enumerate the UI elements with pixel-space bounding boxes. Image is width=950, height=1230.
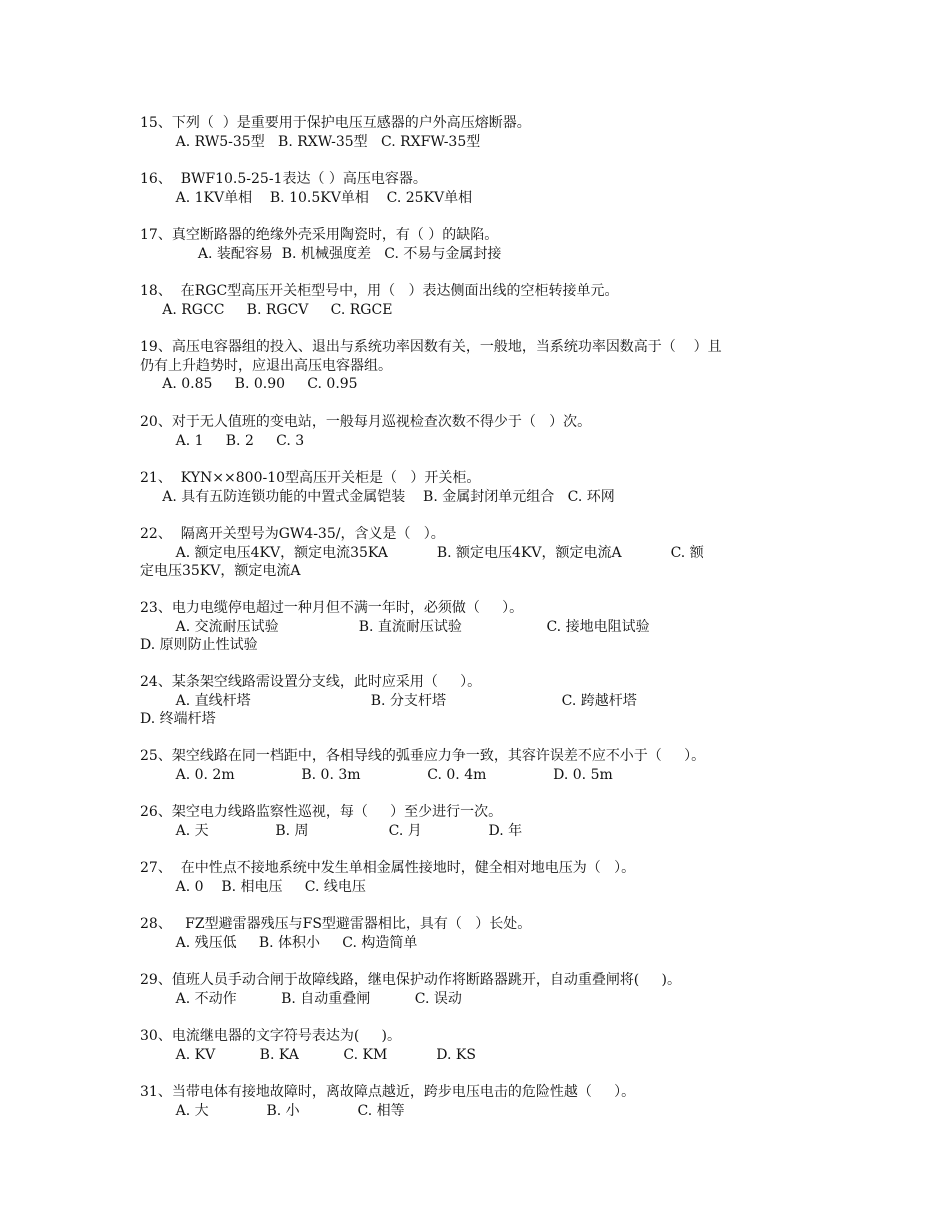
question-options: A. 额定电压4KV，额定电流35KA B. 额定电压4KV，额定电流A C. 额	[140, 544, 704, 561]
question-options: A. 残压低 B. 体积小 C. 构造简单	[140, 934, 418, 951]
question-31	[140, 1083, 812, 1120]
question-21	[140, 469, 812, 506]
question-18	[140, 282, 812, 319]
question-options: A. 0.85 B. 0.90 C. 0.95	[140, 376, 358, 393]
question-20	[140, 413, 812, 450]
question-options: A. 不动作 B. 自动重叠闸 C. 误动	[140, 990, 462, 1007]
question-stem: 24、某条架空线路需设置分支线，此时应采用（ ）。	[140, 674, 482, 690]
question-stem: 23、电力电缆停电超过一种月但不满一年时，必须做（ ）。	[140, 600, 524, 616]
question-options: A. 大 B. 小 C. 相等	[140, 1102, 405, 1119]
question-options: A. 1 B. 2 C. 3	[140, 432, 305, 449]
question-26	[140, 803, 812, 840]
question-27	[140, 859, 812, 896]
question-stem: 31、当带电体有接地故障时，离故障点越近，跨步电压电击的危险性越（ ）。	[140, 1084, 636, 1100]
question-stem: 28、 FZ型避雷器残压与FS型避雷器相比，具有（ ）长处。	[140, 916, 532, 932]
question-16	[140, 170, 812, 207]
question-stem: 21、 KYN××800-10型高压开关柜是（ ）开关柜。	[140, 470, 481, 486]
question-24	[140, 673, 812, 729]
question-options: A. 1KV单相 B. 10.5KV单相 C. 25KV单相	[140, 189, 473, 206]
question-options: A. 0 B. 相电压 C. 线电压	[140, 878, 366, 895]
question-options: A. 具有五防连锁功能的中置式金属铠装 B. 金属封闭单元组合 C. 环网	[140, 488, 615, 505]
question-options-continuation: 定电压35KV，额定电流A	[140, 563, 301, 580]
question-options: A. 装配容易 B. 机械强度差 C. 不易与金属封接	[140, 245, 502, 262]
question-29	[140, 971, 812, 1008]
question-options: A. 0. 2m B. 0. 3m C. 0. 4m D. 0. 5m	[140, 766, 613, 783]
question-options: A. RW5-35型 B. RXW-35型 C. RXFW-35型	[140, 133, 481, 150]
question-stem: 19、高压电容器组的投入、退出与系统功率因数有关，一般地，当系统功率因数高于（ ）且	[140, 339, 722, 355]
question-22	[140, 525, 812, 581]
question-stem: 20、对于无人值班的变电站，一般每月巡视检查次数不得少于（ ）次。	[140, 414, 592, 430]
question-options-continuation: D. 原则防止性试验	[140, 637, 258, 654]
question-stem: 29、值班人员手动合闸于故障线路，继电保护动作将断路器跳开，自动重叠闸将( )。	[140, 972, 681, 988]
question-15	[140, 114, 812, 151]
question-stem: 30、电流继电器的文字符号表达为( )。	[140, 1028, 401, 1044]
question-30	[140, 1027, 812, 1064]
question-stem: 18、 在RGC型高压开关柜型号中，用（ ）表达侧面出线的空柜转接单元。	[140, 283, 619, 299]
question-options: A. KV B. KA C. KM D. KS	[140, 1046, 476, 1063]
question-23	[140, 599, 812, 655]
question-options: A. 天 B. 周 C. 月 D. 年	[140, 822, 523, 839]
question-stem: 15、下列（ ）是重要用于保护电压互感器的户外高压熔断器。	[140, 115, 531, 131]
question-stem: 22、 隔离开关型号为GW4-35/，含义是（ ）。	[140, 526, 445, 542]
question-19	[140, 338, 812, 394]
question-28	[140, 915, 812, 952]
question-stem-continuation: 仍有上升趋势时，应退出高压电容器组。	[140, 357, 392, 374]
question-options-continuation: D. 终端杆塔	[140, 711, 216, 728]
question-stem: 25、架空线路在同一档距中，各相导线的弧垂应力争一致，其容许误差不应不小于（ ）。	[140, 748, 706, 764]
question-stem: 27、 在中性点不接地系统中发生单相金属性接地时，健全相对地电压为（ ）。	[140, 860, 636, 876]
question-options: A. 直线杆塔 B. 分支杆塔 C. 跨越杆塔	[140, 692, 637, 709]
question-options: A. RGCC B. RGCV C. RGCE	[140, 301, 393, 318]
question-25	[140, 747, 812, 784]
question-stem: 17、真空断路器的绝缘外壳采用陶瓷时，有（ ）的缺陷。	[140, 227, 499, 243]
question-stem: 16、 BWF10.5-25-1表达（ ）高压电容器。	[140, 171, 427, 187]
question-stem: 26、架空电力线路监察性巡视，每（ ）至少进行一次。	[140, 804, 503, 820]
question-options: A. 交流耐压试验 B. 直流耐压试验 C. 接地电阻试验	[140, 618, 650, 635]
question-17	[140, 226, 812, 263]
